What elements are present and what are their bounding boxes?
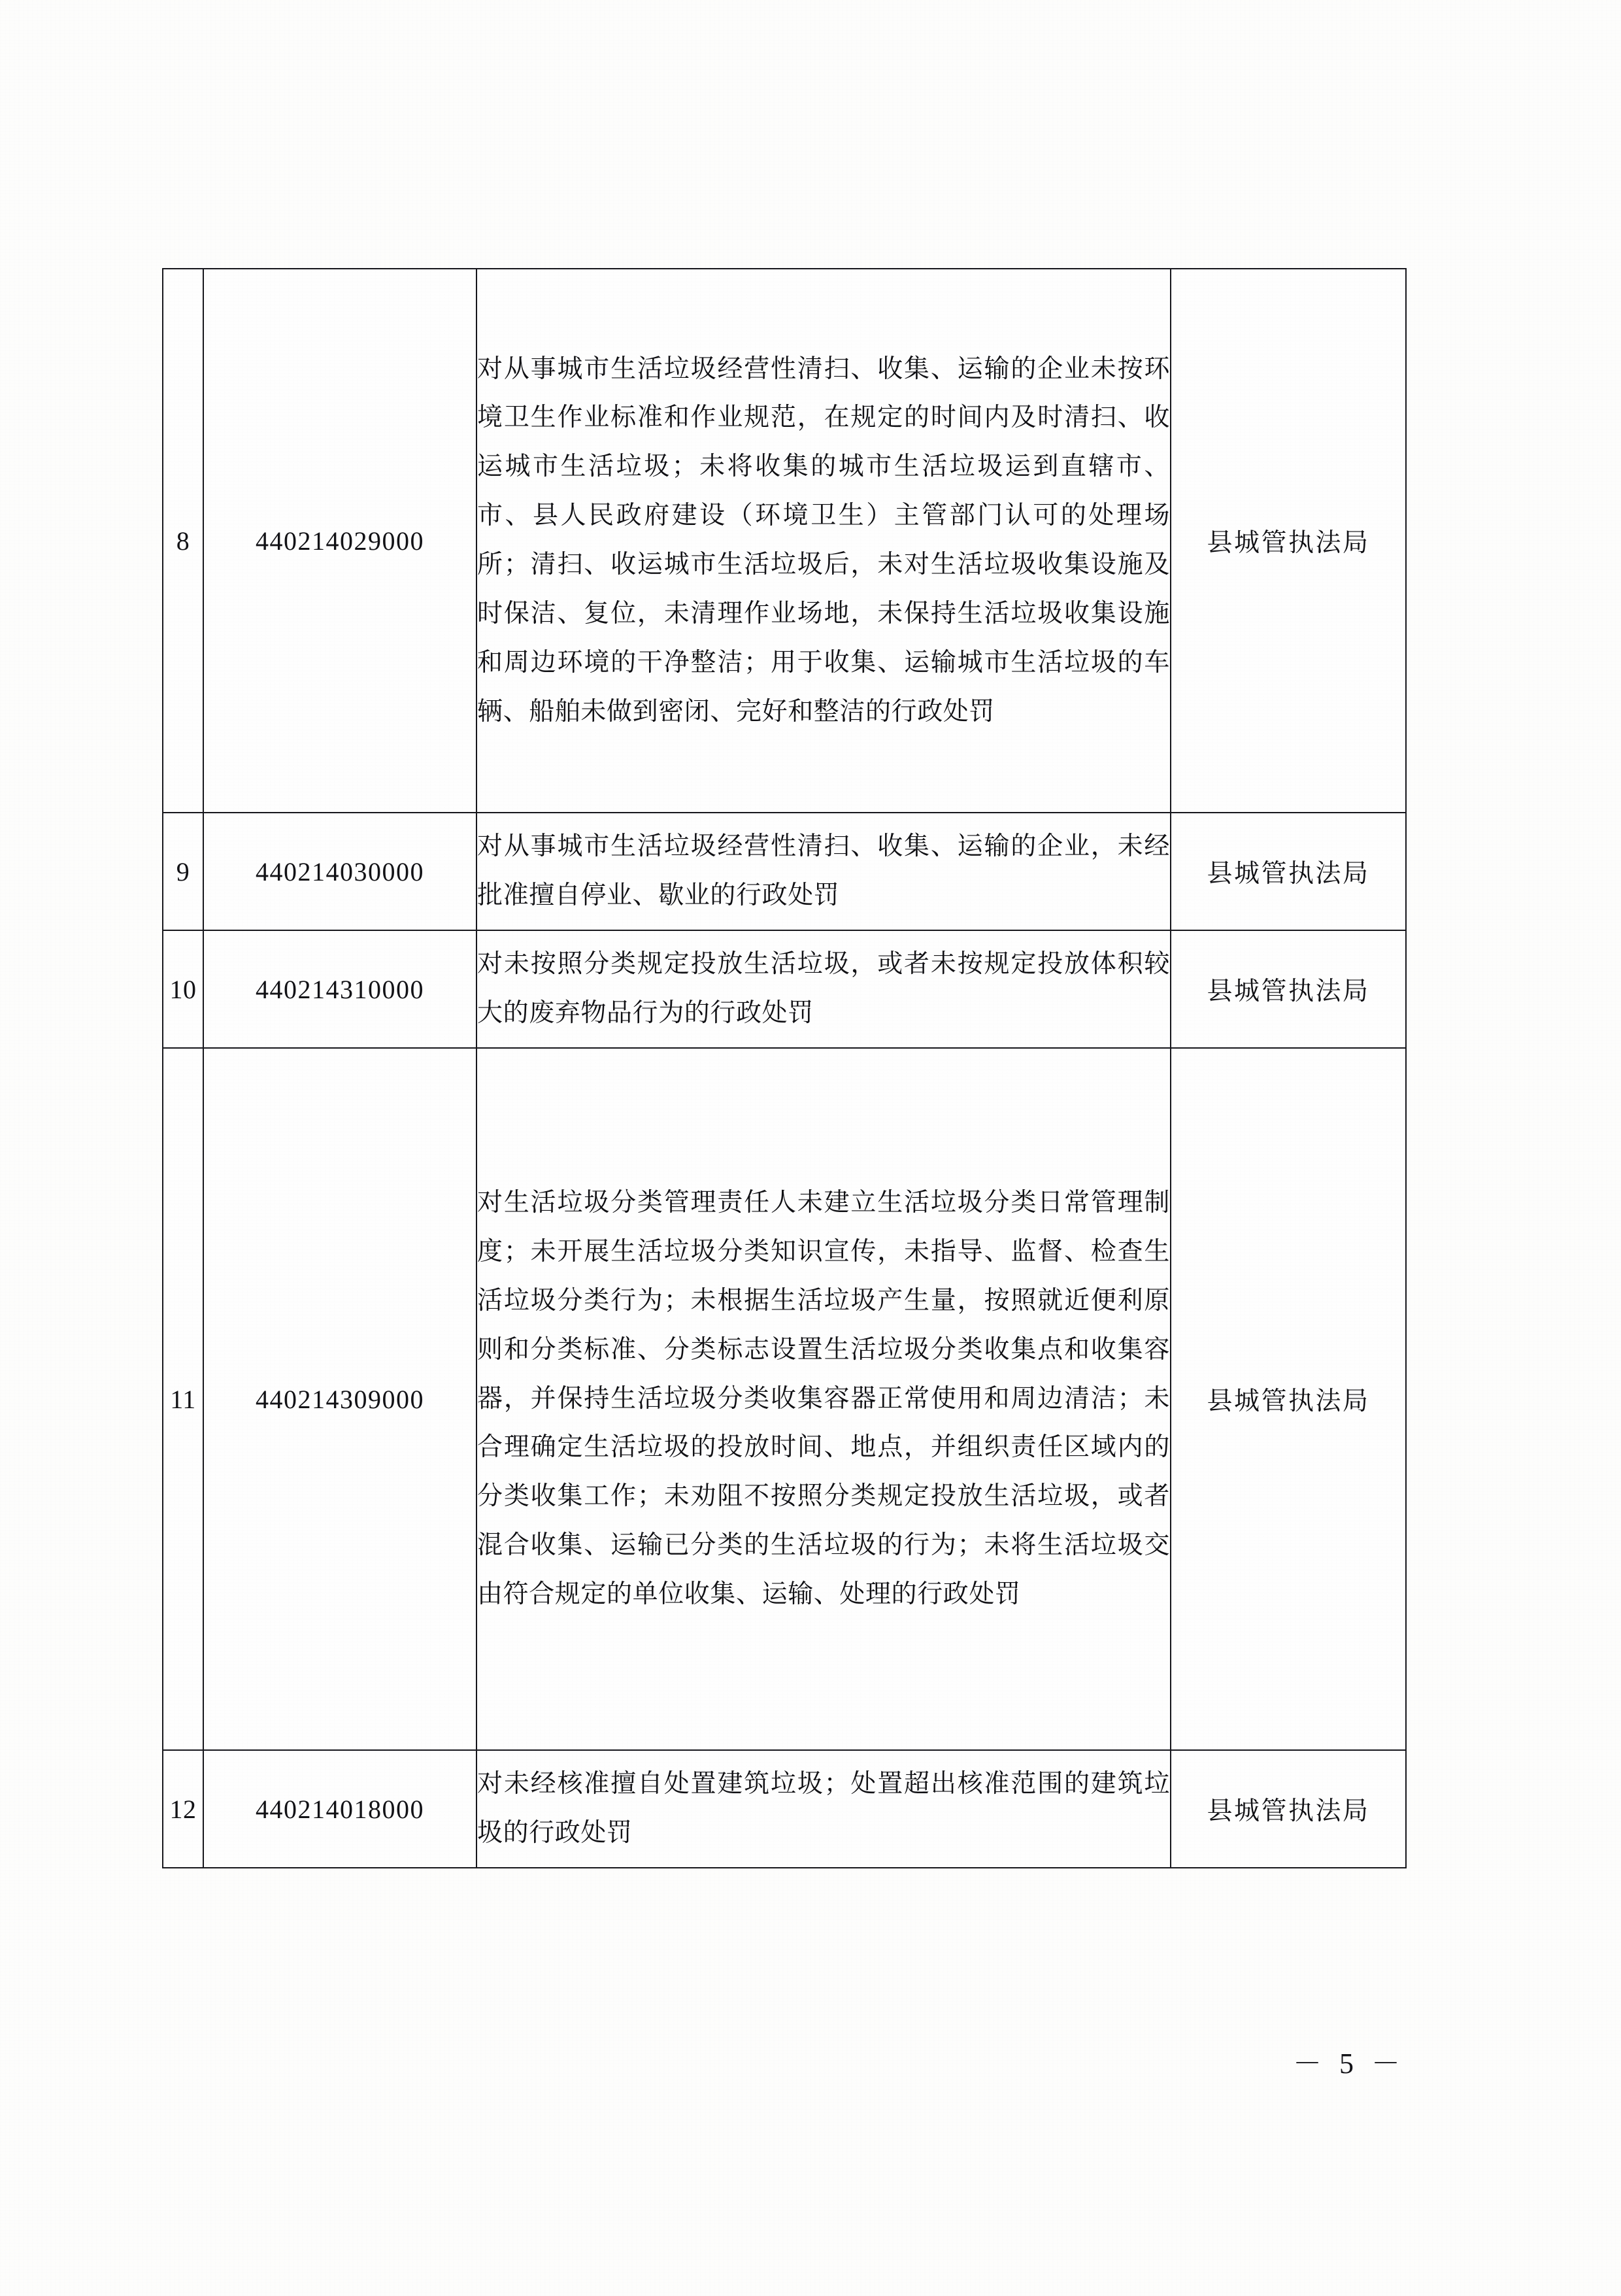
page-number: － 5 －	[1293, 2048, 1405, 2080]
row-item-name-cell: 对从事城市生活垃圾经营性清扫、收集、运输的企业，未经批准擅自停业、歇业的行政处罚	[476, 813, 1171, 930]
table-row	[163, 813, 1406, 930]
row-code-cell: 440214030000	[203, 813, 476, 930]
row-item-name-cell: 对从事城市生活垃圾经营性清扫、收集、运输的企业未按环境卫生作业标准和作业规范，在规定的时间内及时清扫、收运城市生活垃圾；未将收集的城市生活垃圾运到直辖市、市、县人民政府建设（环境卫生）主管部门认可的处理场所；清扫、收运城市生活垃圾后，未对生活垃圾收集设施及时保洁、复位，未清理作业场地，未保持生活垃圾收集设施和周边环境的干净整洁；用于收集、运输城市生活垃圾的车辆、船舶未做到密闭、完好和整洁的行政处罚	[476, 269, 1171, 813]
table-row	[163, 930, 1406, 1048]
row-department-cell: 县城管执法局	[1171, 1048, 1406, 1750]
row-item-name-cell: 对未按照分类规定投放生活垃圾，或者未按规定投放体积较大的废弃物品行为的行政处罚	[476, 930, 1171, 1048]
row-department-cell: 县城管执法局	[1171, 1750, 1406, 1868]
row-index-cell: 11	[163, 1048, 203, 1750]
table-row	[163, 269, 1406, 813]
regulatory-items-table-wrapper	[162, 268, 1405, 1868]
row-code-cell: 440214309000	[203, 1048, 476, 1750]
row-code-cell: 440214310000	[203, 930, 476, 1048]
row-department-cell: 县城管执法局	[1171, 269, 1406, 813]
row-department-cell: 县城管执法局	[1171, 930, 1406, 1048]
regulatory-items-table	[162, 268, 1407, 1868]
row-index-cell: 9	[163, 813, 203, 930]
row-item-name-cell: 对未经核准擅自处置建筑垃圾；处置超出核准范围的建筑垃圾的行政处罚	[476, 1750, 1171, 1868]
row-code-cell: 440214029000	[203, 269, 476, 813]
table-body	[163, 269, 1406, 1868]
row-department-cell: 县城管执法局	[1171, 813, 1406, 930]
row-index-cell: 12	[163, 1750, 203, 1868]
table-row	[163, 1750, 1406, 1868]
row-index-cell: 8	[163, 269, 203, 813]
row-index-cell: 10	[163, 930, 203, 1048]
row-code-cell: 440214018000	[203, 1750, 476, 1868]
row-item-name-cell: 对生活垃圾分类管理责任人未建立生活垃圾分类日常管理制度；未开展生活垃圾分类知识宣传，未指导、监督、检查生活垃圾分类行为；未根据生活垃圾产生量，按照就近便利原则和分类标准、分类标志设置生活垃圾分类收集点和收集容器，并保持生活垃圾分类收集容器正常使用和周边清洁；未合理确定生活垃圾的投放时间、地点，并组织责任区域内的分类收集工作；未劝阻不按照分类规定投放生活垃圾，或者混合收集、运输已分类的生活垃圾的行为；未将生活垃圾交由符合规定的单位收集、运输、处理的行政处罚	[476, 1048, 1171, 1750]
table-row	[163, 1048, 1406, 1750]
